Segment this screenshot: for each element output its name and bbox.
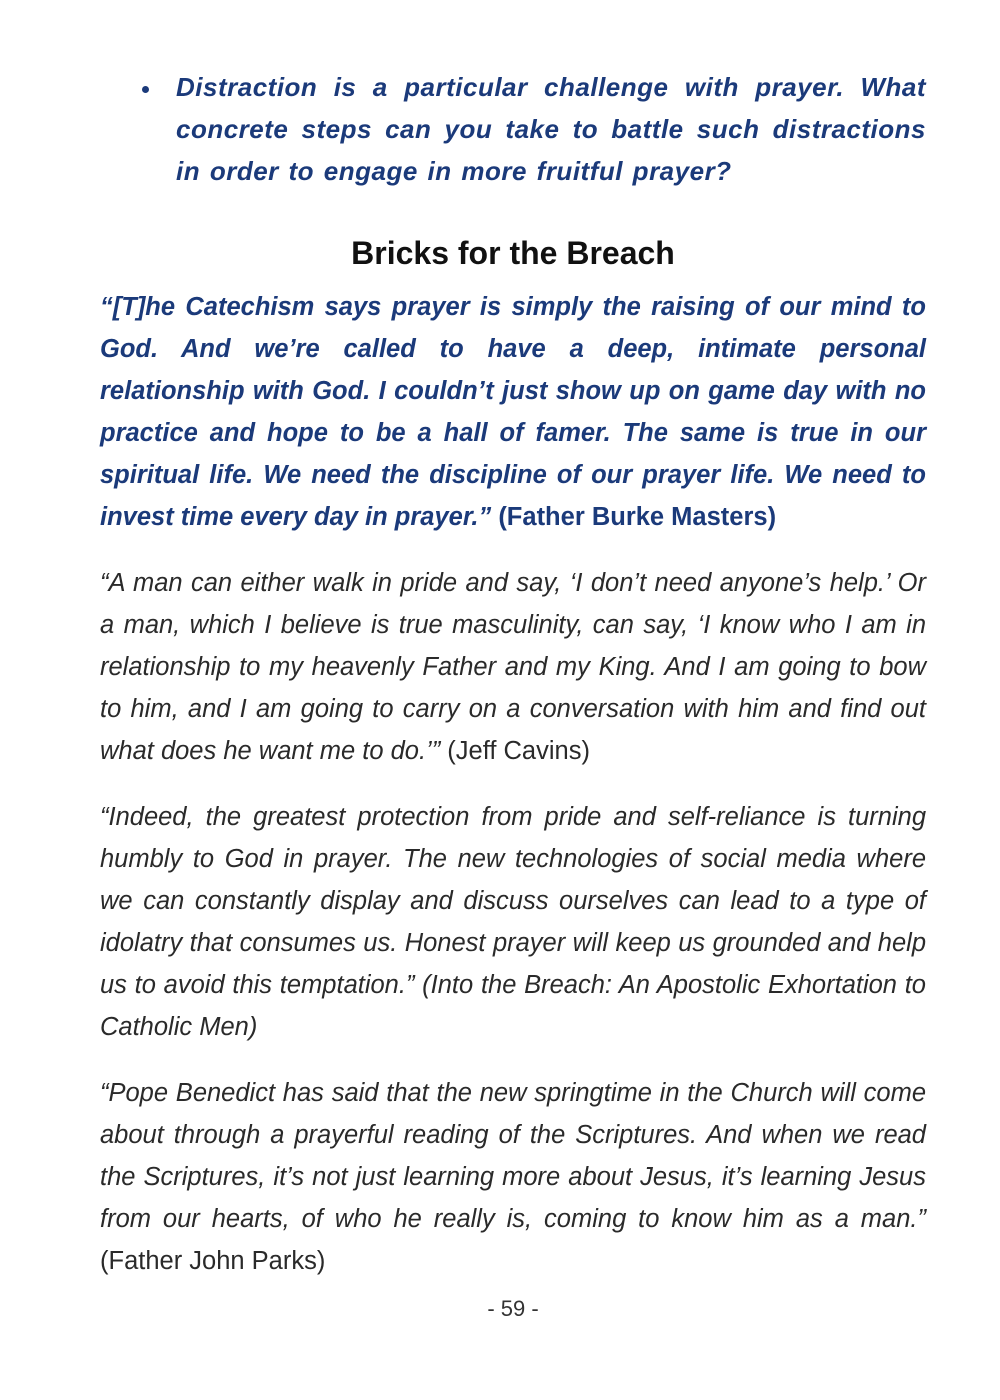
quote-source: (Father John Parks) [100,1247,326,1275]
section-title: Bricks for the Breach [351,235,675,271]
discussion-bullet [136,66,926,192]
quote-into-the-breach [100,796,926,1048]
quote-text: “Pope Benedict has said that the new springtime in the Church will come about through a prayerful reading of the Scriptures. And when we read the Scriptures, it’s not just learning more about Jesus, it’s learning Jesus from our hearts, of who he really is, coming to know him as a man.” [100,1079,926,1233]
quote-burke-masters [100,286,926,538]
bullet-dot-icon [142,86,149,93]
quote-john-parks [100,1072,926,1282]
discussion-question: Distraction is a particular challenge with prayer. What concrete steps can you take to battle such distractions in order to engage in more fruitful prayer? [176,72,926,186]
quote-text: “A man can either walk in pride and say, ‘I don’t need anyone’s help.’ Or a man, which I believe is true masculinity, can say, ‘I know who I am in relationship to my heavenly Father and my King. And I am going to bow to him, and I am going to carry on a conversation with him and find out what does he want me to do.’” [100,569,926,765]
quote-text: “[T]he Catechism says prayer is simply the raising of our mind to God. And we’re called to have a deep, intimate personal relationship with God. I couldn’t just show up on game day with no practice and hope to be a hall of famer. The same is true in our spiritual life. We need the discipline of our prayer life. We need to invest time every day in prayer.” [100,293,926,531]
quote-source: (Father Burke Masters) [498,503,777,531]
quote-text: “Indeed, the greatest protection from pride and self-reliance is turning humbly to God in prayer. The new technologies of social media where we can constantly display and discuss ourselves can lead to a type of idolatry that consumes us. Honest prayer will keep us grounded and help us to avoid this temptation.” (Into the Breach: An Apostolic Exhortation to Catholic Men) [100,803,926,1041]
page-number: - 59 - [487,1296,539,1321]
quote-source: (Jeff Cavins) [447,737,590,765]
quote-jeff-cavins [100,562,926,772]
